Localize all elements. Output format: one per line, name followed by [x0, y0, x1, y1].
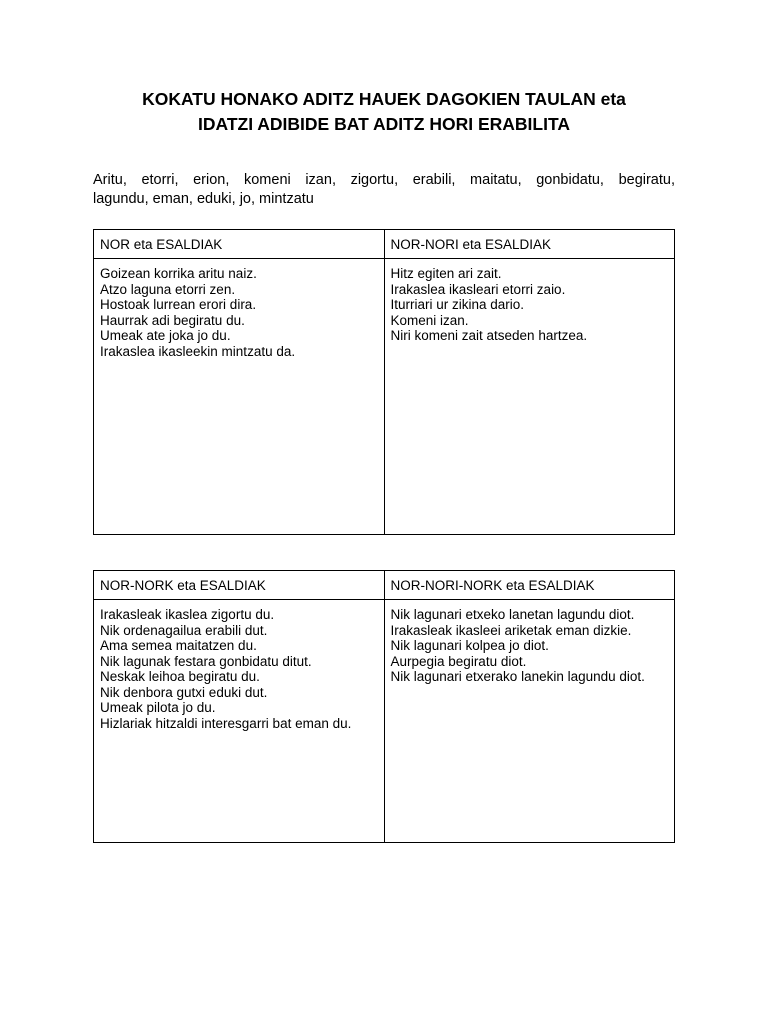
table-body-row	[94, 600, 675, 843]
title-line-1: KOKATU HONAKO ADITZ HAUEK DAGOKIEN TAULAN eta	[142, 89, 626, 109]
sentence: Irakaslea ikasleari etorri zaio.	[390, 281, 566, 297]
sentence: Hitz egiten ari zait.	[390, 266, 502, 281]
sentence: Iturriari ur zikina dario.	[390, 297, 525, 312]
sentence: Komeni izan.	[390, 312, 469, 328]
table-nor-nork	[93, 570, 675, 843]
cell-nor-nork-sentences	[94, 600, 385, 843]
sentence: Nik denbora gutxi eduki dut.	[100, 684, 268, 700]
table-header-row	[94, 571, 675, 600]
sentence: Aurpegia begiratu diot.	[390, 653, 527, 669]
verb-list	[93, 171, 675, 209]
sentence: Goizean korrika aritu naiz.	[100, 266, 257, 281]
sentence: Nik lagunak festara gonbidatu ditut.	[100, 653, 312, 669]
header-nor-nori-nork: NOR-NORI-NORK eta ESALDIAK	[384, 571, 675, 600]
sentence: Irakasleak ikasleei ariketak eman dizkie.	[390, 622, 632, 638]
worksheet-title	[60, 87, 708, 137]
sentence: Irakasleak ikaslea zigortu du.	[100, 607, 275, 622]
header-nor: NOR eta ESALDIAK	[94, 230, 385, 259]
sentence: Neskak leihoa begiratu du.	[100, 669, 260, 684]
sentence: Irakaslea ikasleekin mintzatu da.	[100, 343, 296, 359]
cell-nor-sentences	[94, 259, 385, 535]
sentence: Umeak ate joka jo du.	[100, 328, 231, 343]
sentence: Niri komeni zait atseden hartzea.	[390, 328, 588, 343]
header-nor-nori: NOR-NORI eta ESALDIAK	[384, 230, 675, 259]
sentence: Atzo laguna etorri zen.	[100, 281, 236, 297]
verb-list-line-1: Aritu, etorri, erion, komeni izan, zigortu, erabili, maitatu, gonbidatu, begiratu,	[93, 172, 675, 188]
sentence: Nik lagunari etxerako lanekin lagundu diot.	[390, 669, 645, 684]
title-line-2: IDATZI ADIBIDE BAT ADITZ HORI ERABILITA	[197, 114, 570, 134]
sentence: Nik ordenagailua erabili dut.	[100, 622, 268, 638]
sentence: Nik lagunari etxeko lanetan lagundu diot.	[390, 607, 635, 622]
sentence: Hizlariak hitzaldi interesgarri bat eman du.	[100, 715, 352, 731]
table-body-row	[94, 259, 675, 535]
table-nor-nori	[93, 229, 675, 535]
verb-list-line-2: lagundu, eman, eduki, jo, mintzatu	[93, 191, 314, 207]
header-nor-nork: NOR-NORK eta ESALDIAK	[94, 571, 385, 600]
sentence: Ama semea maitatzen du.	[100, 638, 257, 653]
cell-nor-nori-sentences	[384, 259, 675, 535]
sentence: Umeak pilota jo du.	[100, 700, 216, 715]
cell-nor-nori-nork-sentences	[384, 600, 675, 843]
sentence: Haurrak adi begiratu du.	[100, 312, 245, 328]
table-header-row	[94, 230, 675, 259]
sentence: Nik lagunari kolpea jo diot.	[390, 638, 549, 653]
sentence: Hostoak lurrean erori dira.	[100, 297, 257, 312]
